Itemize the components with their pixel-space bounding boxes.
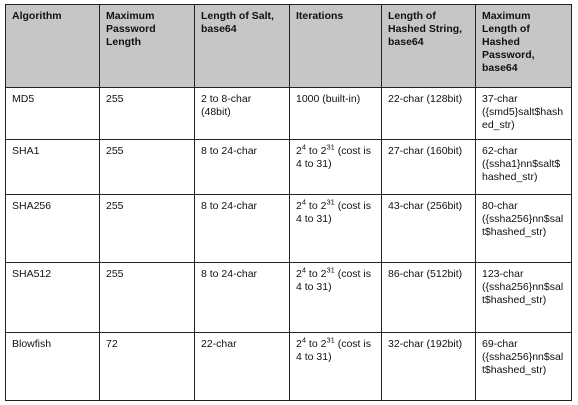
cell-iterations bbox=[290, 262, 382, 332]
cell-max-hashed-password-length: 62-char ({ssha1}nn$salt$hashed_str) bbox=[476, 140, 572, 194]
header-algorithm: Algorithm bbox=[6, 5, 100, 88]
iterations-cost: (cost is 4 to 31) bbox=[296, 145, 371, 171]
iterations-cost: (cost is 4 to 31) bbox=[296, 267, 371, 293]
cell-algorithm: SHA256 bbox=[6, 194, 100, 262]
header-row bbox=[6, 5, 572, 88]
cell-iterations bbox=[290, 140, 382, 194]
cell-salt-length: 22-char bbox=[195, 332, 290, 400]
header-hashed-string-length: Length of Hashed String, base64 bbox=[382, 5, 476, 88]
table-row bbox=[6, 194, 572, 262]
iterations-base: 2 bbox=[296, 145, 302, 158]
iterations-cost: (cost is 4 to 31) bbox=[296, 199, 371, 225]
iterations-exponent: 4 bbox=[301, 265, 307, 275]
cell-salt-length: 8 to 24-char bbox=[195, 140, 290, 194]
cell-max-hashed-password-length: 69-char ({ssha256}nn$salt$hashed_str) bbox=[476, 332, 572, 400]
header-iterations: Iterations bbox=[290, 5, 382, 88]
table-row bbox=[6, 262, 572, 332]
cell-algorithm: SHA512 bbox=[6, 262, 100, 332]
cell-salt-length: 8 to 24-char bbox=[195, 194, 290, 262]
iterations-base: 2 bbox=[296, 267, 302, 280]
header-max-hashed-password-length: Maximum Length of Hashed Password, base64 bbox=[476, 5, 572, 88]
cell-algorithm: Blowfish bbox=[6, 332, 100, 400]
cell-max-password-length: 255 bbox=[100, 140, 195, 194]
cell-max-hashed-password-length: 80-char ({ssha256}nn$salt$hashed_str) bbox=[476, 194, 572, 262]
iterations-exponent: 31 bbox=[326, 265, 335, 275]
cell-hashed-string-length: 86-char (512bit) bbox=[382, 262, 476, 332]
iterations-base: 2 bbox=[320, 337, 327, 350]
iterations-exponent: 4 bbox=[301, 197, 307, 207]
cell-hashed-string-length: 27-char (160bit) bbox=[382, 140, 476, 194]
cell-max-hashed-password-length: 37-char ({smd5}salt$hashed_str) bbox=[476, 88, 572, 140]
table-row bbox=[6, 140, 572, 194]
iterations-base: 2 bbox=[296, 337, 302, 350]
iterations-exponent: 31 bbox=[326, 197, 335, 207]
cell-max-hashed-password-length: 123-char ({ssha256}nn$salt$hashed_str) bbox=[476, 262, 572, 332]
header-salt-length: Length of Salt, base64 bbox=[195, 5, 290, 88]
cell-max-password-length: 255 bbox=[100, 262, 195, 332]
iterations-exponent: 31 bbox=[326, 142, 335, 152]
cell-iterations bbox=[290, 332, 382, 400]
header-max-password-length: Maximum Password Length bbox=[100, 5, 195, 88]
iterations-exponent: 31 bbox=[326, 335, 335, 345]
cell-salt-length: 2 to 8-char (48bit) bbox=[195, 88, 290, 140]
iterations-cost: (cost is 4 to 31) bbox=[296, 337, 371, 363]
iterations-to: to bbox=[306, 337, 321, 350]
cell-hashed-string-length: 22-char (128bit) bbox=[382, 88, 476, 140]
table-row bbox=[6, 88, 572, 140]
cell-algorithm: MD5 bbox=[6, 88, 100, 140]
cell-iterations: 1000 (built-in) bbox=[290, 88, 382, 140]
cell-salt-length: 8 to 24-char bbox=[195, 262, 290, 332]
iterations-base: 2 bbox=[320, 199, 327, 212]
iterations-base: 2 bbox=[296, 199, 302, 212]
iterations-base: 2 bbox=[320, 267, 327, 280]
table-row bbox=[6, 332, 572, 400]
cell-hashed-string-length: 32-char (192bit) bbox=[382, 332, 476, 400]
cell-max-password-length: 72 bbox=[100, 332, 195, 400]
iterations-base: 2 bbox=[320, 145, 327, 158]
cell-iterations bbox=[290, 194, 382, 262]
iterations-exponent: 4 bbox=[301, 335, 307, 345]
cell-max-password-length: 255 bbox=[100, 194, 195, 262]
iterations-to: to bbox=[306, 145, 321, 158]
cell-hashed-string-length: 43-char (256bit) bbox=[382, 194, 476, 262]
cell-max-password-length: 255 bbox=[100, 88, 195, 140]
iterations-exponent: 4 bbox=[301, 142, 307, 152]
hash-algorithms-table bbox=[5, 4, 572, 401]
iterations-to: to bbox=[306, 267, 321, 280]
iterations-to: to bbox=[306, 199, 321, 212]
cell-algorithm: SHA1 bbox=[6, 140, 100, 194]
